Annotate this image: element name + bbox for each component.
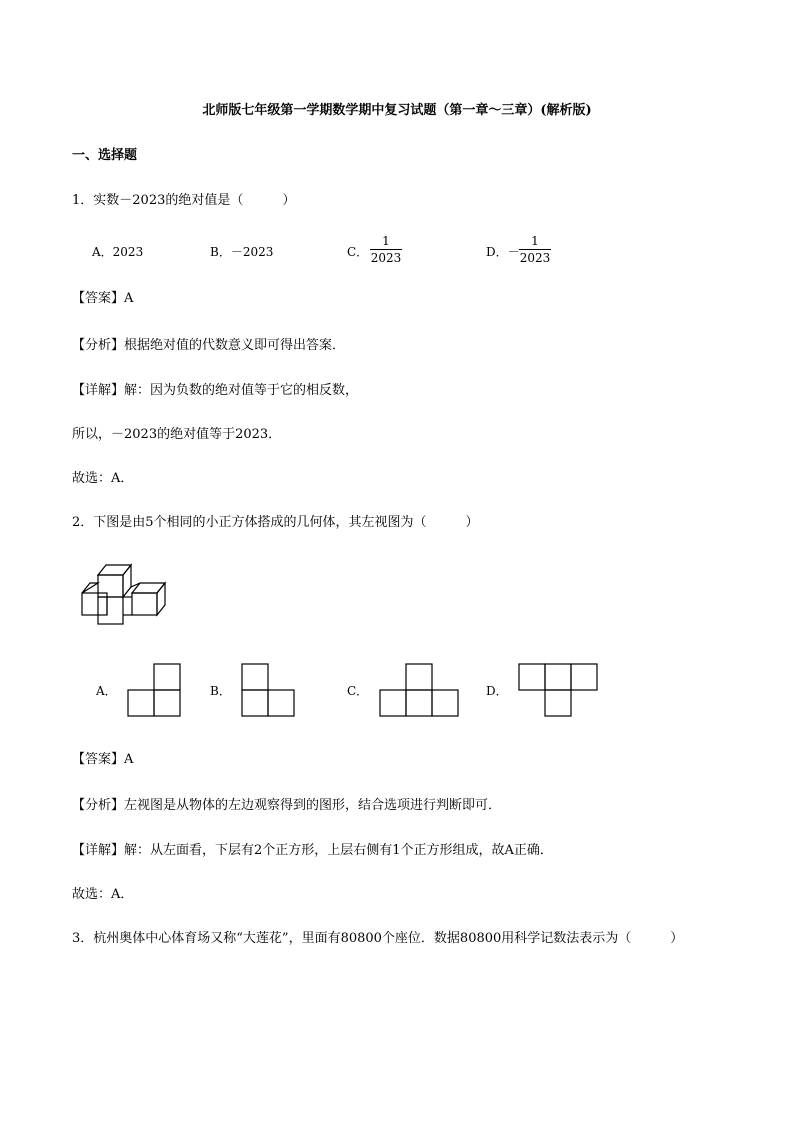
fraction-bar (370, 249, 402, 250)
q1-option-a: A．2023 (92, 245, 144, 259)
question-1-stem: 1．实数－2023的绝对值是（ ） (72, 193, 296, 208)
section-heading: 一、选择题 (72, 148, 138, 163)
q1-detail: 【详解】解：因为负数的绝对值等于它的相反数， (72, 383, 359, 398)
fraction-numerator: 1 (531, 234, 539, 248)
q1-answer: 【答案】A (72, 291, 134, 306)
question-2-stem: 2．下图是由5个相同的小正方体搭成的几何体，其左视图为（ ） (72, 515, 479, 530)
q2-answer: 【答案】A (72, 752, 134, 767)
fraction-denominator: 2023 (370, 251, 402, 265)
q1-option-b: B．－2023 (210, 245, 274, 259)
q1-option-d-label: D．－ (486, 245, 520, 259)
q2-detail: 【详解】解：从左面看，下层有2个正方形，上层右侧有1个正方形组成，故A正确． (72, 843, 553, 858)
q2-option-d-figure (518, 663, 598, 717)
q2-analysis: 【分析】左视图是从物体的左边观察得到的图形，结合选项进行判断即可． (72, 798, 502, 813)
q2-option-c-label: C． (347, 684, 369, 698)
q1-option-d-fraction (517, 234, 553, 265)
q2-option-d-label: D． (486, 684, 508, 698)
q1-choice: 故选：A． (72, 471, 134, 486)
q1-option-c-fraction (368, 234, 404, 265)
q1-option-c-label: C． (347, 245, 369, 259)
q2-option-b-label: B． (210, 684, 231, 698)
fraction-denominator: 2023 (519, 251, 551, 265)
question-3-stem: 3．杭州奥体中心体育场又称“大莲花”，里面有80800个座位．数据80800用科学记数法表示为（ ） (72, 931, 684, 946)
q1-detail-2: 所以，－2023的绝对值等于2023． (72, 427, 282, 442)
q2-option-b-figure (241, 663, 295, 717)
page-title: 北师版七年级第一学期数学期中复习试题（第一章～三章）(解析版) (202, 103, 592, 118)
q2-choice: 故选：A． (72, 887, 134, 902)
q2-option-c-figure (379, 663, 459, 717)
q1-analysis: 【分析】根据绝对值的代数意义即可得出答案． (72, 338, 346, 353)
cube-solid-figure (80, 560, 180, 630)
q2-option-a-figure (127, 663, 181, 717)
fraction-numerator: 1 (382, 234, 390, 248)
q2-option-a-label: A． (96, 684, 117, 698)
fraction-bar (519, 249, 551, 250)
